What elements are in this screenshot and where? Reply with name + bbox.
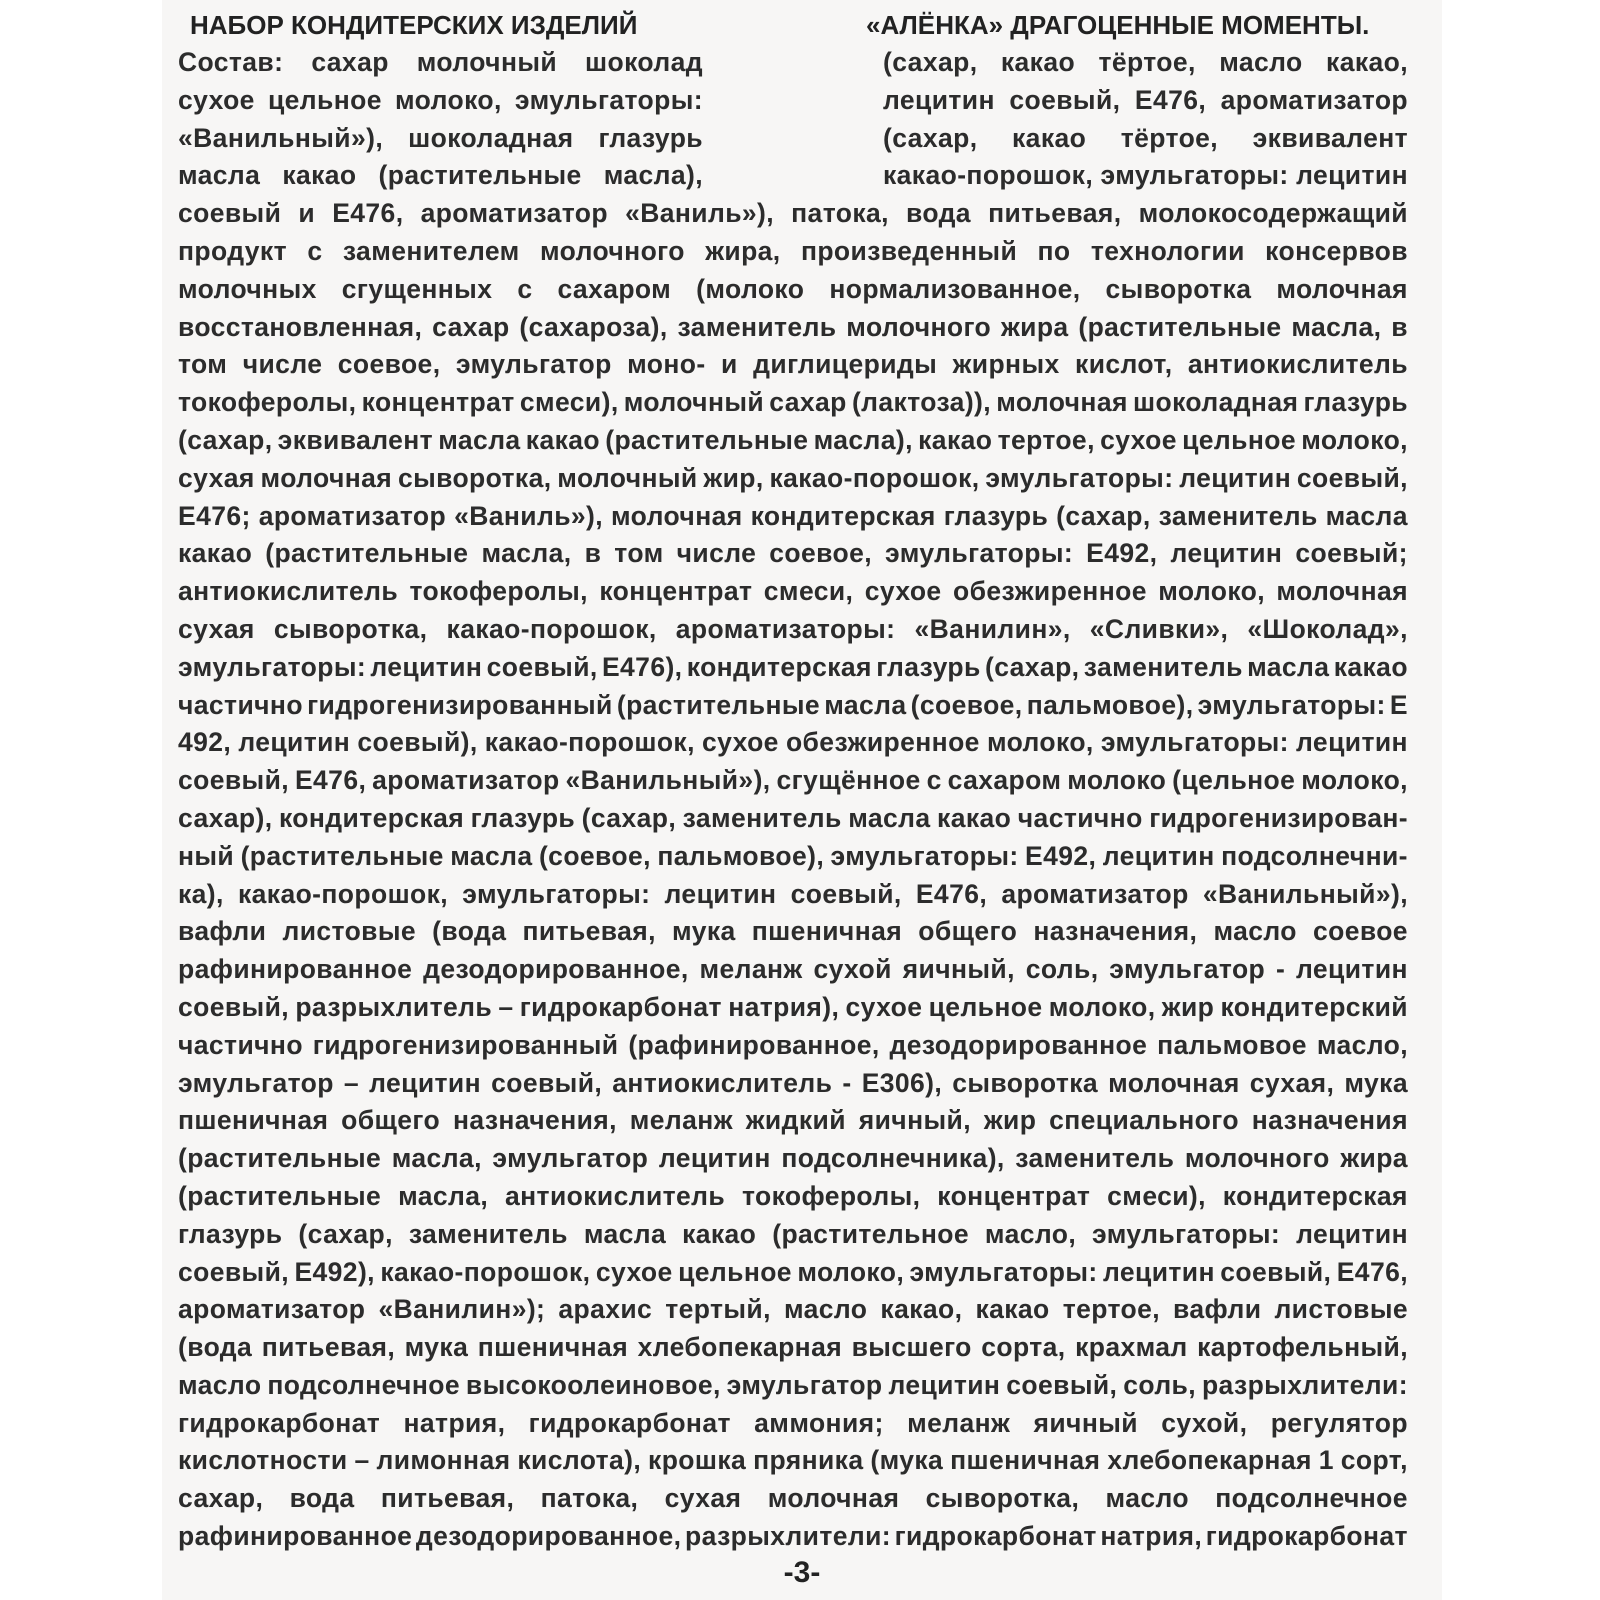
text-line: частично гидрогенизированный (растительные масла (соевое, пальмовое), эмульгаторы: Е [178, 689, 1408, 720]
text-line: Состав: сахар молочный шоколад [178, 47, 703, 77]
right-column [883, 44, 1408, 195]
text-line: сухая молочная сыворотка, молочный жир, какао-порошок, эмульгаторы: лецитин соевый, [178, 462, 1408, 493]
page-number: -3- [783, 1556, 821, 1589]
ingredients-text [178, 44, 1408, 1556]
text-line: том числе соевое, эмульгатор моно- и диглицериды жирных кислот, антиокислитель [178, 349, 1408, 380]
text-line: (сахар, какао тёртое, эквивалент [883, 122, 1408, 153]
product-subtitle: «АЛЁНКА» ДРАГОЦЕННЫЕ МОМЕНТЫ. [866, 10, 1370, 40]
text-line: (вода питьевая, мука пшеничная хлебопекарная высшего сорта, крахмал картофельный, [178, 1332, 1408, 1363]
text-line: соевый, Е476, ароматизатор «Ванильный»), сгущённое с сахаром молоко (цельное молоко, [178, 765, 1408, 796]
text-line: (сахар, эквивалент масла какао (растительные масла), какао тертое, сухое цельное молоко, [178, 424, 1408, 455]
text-line: кислотности – лимонная кислота), крошка пряника (мука пшеничная хлебопекарная 1 сорт, [178, 1445, 1408, 1476]
text-line: масла какао (растительные масла), [178, 160, 703, 191]
text-line: глазурь (сахар, заменитель масла какао (растительное масло, эмульгаторы: лецитин [178, 1218, 1408, 1249]
text-line: 492, лецитин соевый), какао-порошок, сухое обезжиренное молоко, эмульгаторы: лецитин [178, 727, 1408, 758]
left-column [178, 44, 703, 195]
text-line: соевый и Е476, ароматизатор «Ваниль»), патока, вода питьевая, молокосодержащий [178, 198, 1408, 229]
text-line: сухое цельное молоко, эмульгаторы: [178, 84, 703, 115]
text-line: (растительные масла, эмульгатор лецитин подсолнечника), заменитель молочного жира [178, 1143, 1408, 1174]
text-line: молочных сгущенных с сахаром (молоко нормализованное, сыворотка молочная [178, 273, 1408, 304]
text-line: продукт с заменителем молочного жира, произведенный по технологии консервов [178, 235, 1408, 266]
text-line: гидрокарбонат натрия, гидрокарбонат аммония; меланж яичный сухой, регулятор [178, 1407, 1408, 1438]
text-line: (растительные масла, антиокислитель токоферолы, концентрат смеси), кондитерская [178, 1180, 1408, 1211]
text-line: сухая сыворотка, какао-порошок, ароматизаторы: «Ванилин», «Сливки», «Шоколад», [178, 613, 1408, 644]
text-line: эмульгаторы: лецитин соевый, Е476), кондитерская глазурь (сахар, заменитель масла какао [178, 651, 1408, 682]
text-line: рафинированное дезодорированное, меланж сухой яичный, соль, эмульгатор - лецитин [178, 954, 1408, 985]
two-column-block [178, 44, 1408, 195]
text-line: частично гидрогенизированный (рафинированное, дезодорированное пальмовое масло, [178, 1029, 1408, 1060]
text-line: антиокислитель токоферолы, концентрат смеси, сухое обезжиренное молоко, молочная [178, 576, 1408, 607]
text-line: какао (растительные масла, в том числе соевое, эмульгаторы: Е492, лецитин соевый; [178, 538, 1408, 569]
full-width-lines [178, 195, 1408, 1556]
text-line: лецитин соевый, Е476, ароматизатор [883, 84, 1408, 115]
text-line: какао-порошок, эмульгаторы: лецитин [883, 160, 1408, 191]
text-line: эмульгатор – лецитин соевый, антиокислитель - Е306), сыворотка молочная сухая, мука [178, 1067, 1408, 1098]
text-line: токоферолы, концентрат смеси), молочный сахар (лактоза)), молочная шоколадная глазурь [178, 387, 1408, 418]
text-line: (сахар, какао тёртое, масло какао, [883, 47, 1408, 77]
text-line: вафли листовые (вода питьевая, мука пшеничная общего назначения, масло соевое [178, 916, 1408, 947]
text-line: ароматизатор «Ванилин»); арахис тертый, масло какао, какао тертое, вафли листовые [178, 1294, 1408, 1325]
text-line: ка), какао-порошок, эмульгаторы: лецитин соевый, Е476, ароматизатор «Ванильный»), [178, 878, 1408, 909]
text-line: сахар), кондитерская глазурь (сахар, заменитель масла какао частично гидрогенизирован- [178, 802, 1408, 833]
text-line: ный (растительные масла (соевое, пальмовое), эмульгаторы: Е492, лецитин подсолнечни- [178, 840, 1408, 871]
text-line: восстановленная, сахар (сахароза), заменитель молочного жира (растительные масла, в [178, 311, 1408, 342]
text-line: Е476; ароматизатор «Ваниль»), молочная кондитерская глазурь (сахар, заменитель масла [178, 500, 1408, 531]
text-line: рафинированное дезодорированное, разрыхлители: гидрокарбонат натрия, гидрокарбонат [178, 1521, 1408, 1552]
text-line: соевый, разрыхлитель – гидрокарбонат натрия), сухое цельное молоко, жир кондитерский [178, 991, 1408, 1022]
label-sheet [162, 0, 1442, 1600]
text-line: «Ванильный»), шоколадная глазурь [178, 122, 703, 153]
text-line: сахар, вода питьевая, патока, сухая молочная сыворотка, масло подсолнечное [178, 1483, 1408, 1514]
text-line: пшеничная общего назначения, меланж жидкий яичный, жир специального назначения [178, 1105, 1408, 1136]
text-line: масло подсолнечное высокоолеиновое, эмульгатор лецитин соевый, соль, разрыхлители: [178, 1369, 1408, 1400]
text-line: соевый, Е492), какао-порошок, сухое цельное молоко, эмульгаторы: лецитин соевый, Е476, [178, 1256, 1408, 1287]
product-title: НАБОР КОНДИТЕРСКИХ ИЗДЕЛИЙ [190, 10, 638, 40]
